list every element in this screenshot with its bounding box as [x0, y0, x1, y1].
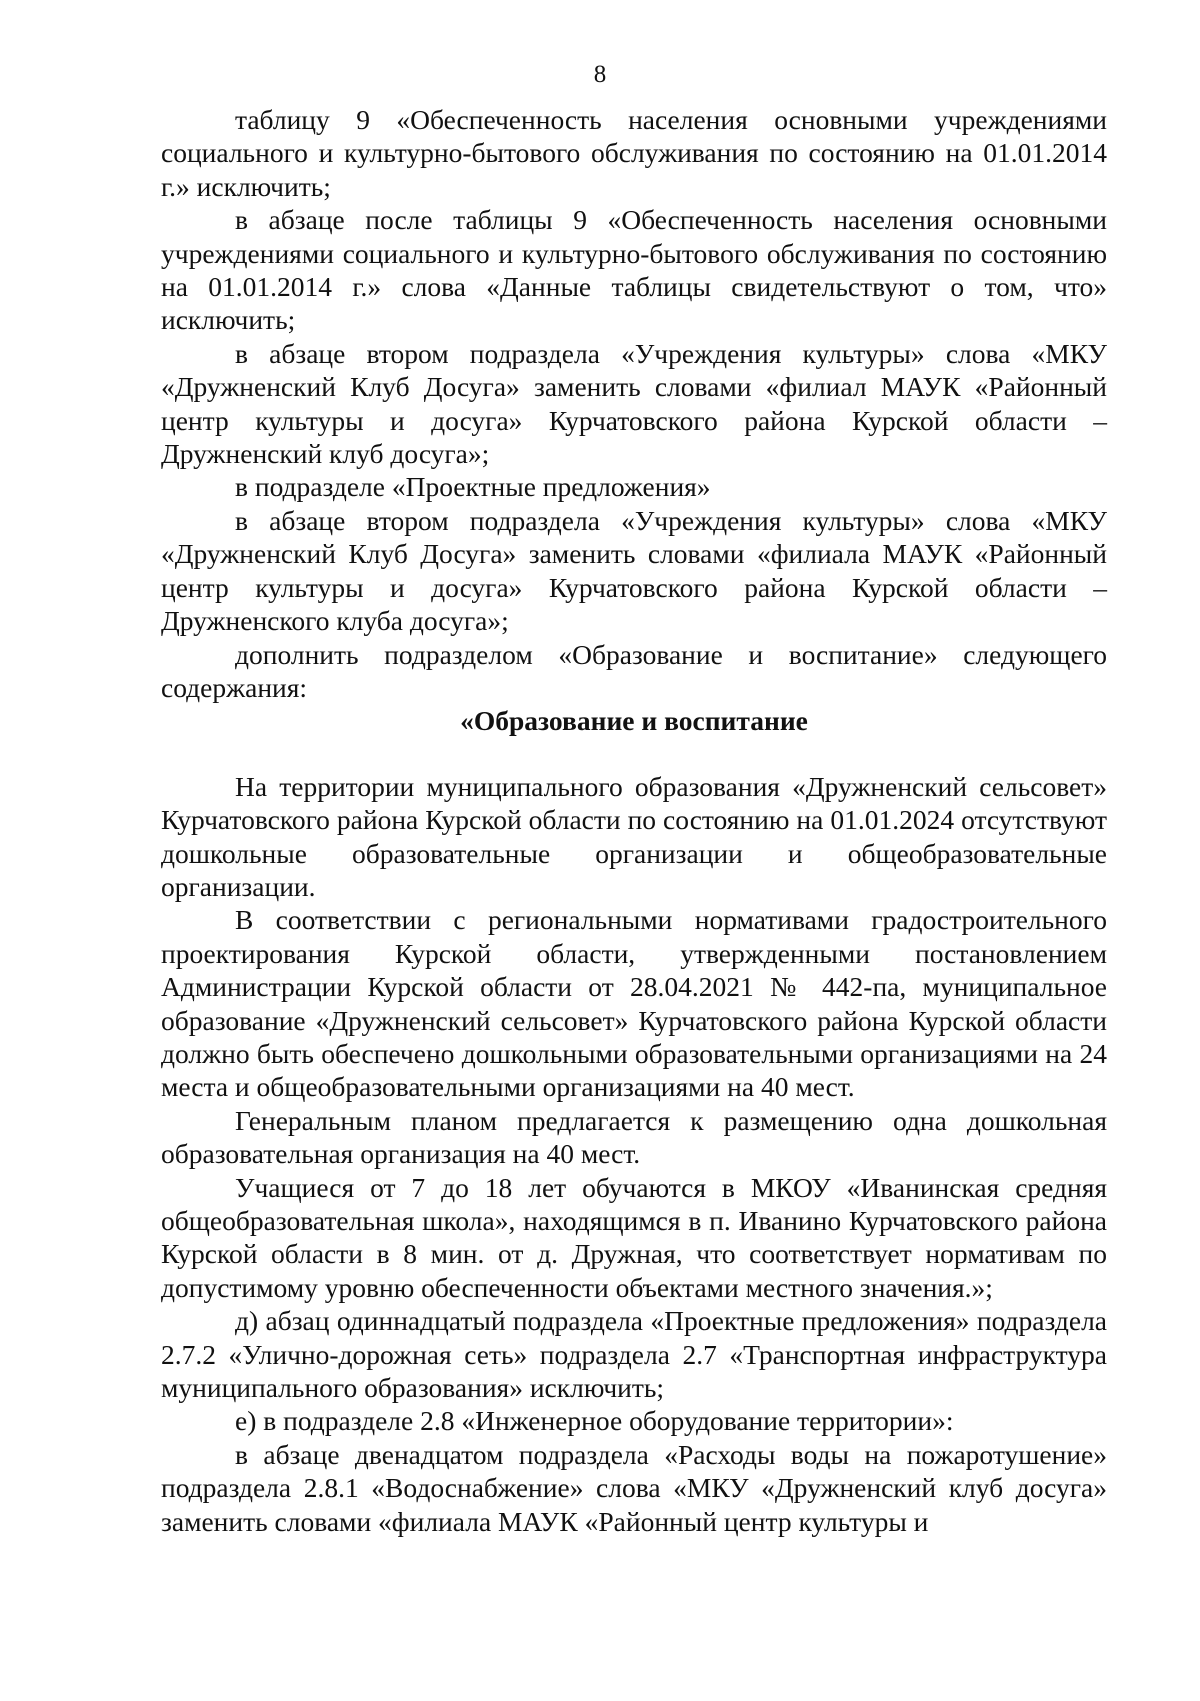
page-number: 8: [593, 61, 607, 88]
paragraph-item-e: е) в подразделе 2.8 «Инженерное оборудование территории»:: [235, 1405, 954, 1437]
paragraph-general-plan: Генеральным планом предлагается к размещению одна дошкольная образовательная организация на 40 мест.: [161, 1104, 1107, 1170]
paragraph-fire-water: в абзаце двенадцатом подраздела «Расходы воды на пожаротушение» подраздела 2.8.1 «Водоснабжение» слова «МКУ «Дружненский клуб досуга» заменить словами «филиала МАУК «Районный центр культуры и: [161, 1438, 1107, 1537]
paragraph-culture-institutions-proposals: в абзаце втором подраздела «Учреждения культуры» слова «МКУ «Дружненский Клуб Досуга» заменить словами «филиала МАУК «Районный центр культуры и досуга» Курчатовского района Курской области – Дружненского клуба досуга»;: [161, 504, 1107, 637]
paragraph-table-9-exclusion: таблицу 9 «Обеспеченность населения основными учреждениями социального и культурно-бытового обслуживания по состоянию на 01.01.2014 г.» исключить;: [161, 104, 1107, 202]
paragraph-culture-institutions: в абзаце втором подраздела «Учреждения культуры» слова «МКУ «Дружненский Клуб Досуга» заменить словами «филиал МАУК «Районный центр культуры и досуга» Курчатовского района Курской области – Дружненский клуб досуга»;: [161, 337, 1107, 470]
paragraph-item-d: д) абзац одиннадцатый подраздела «Проектные предложения» подраздела 2.7.2 «Улично-дорожная сеть» подраздела 2.7 «Транспортная инфраструктура муниципального образования» исключить;: [161, 1305, 1107, 1404]
paragraph-project-proposals-intro: в подразделе «Проектные предложения»: [235, 471, 711, 503]
paragraph-education-absence: На территории муниципального образования «Дружненский сельсовет» Курчатовского района Курской области по состоянию на 01.01.2024 отсутствуют дошкольные образовательные организации и общеобразовательные организации.: [161, 770, 1107, 902]
paragraph-after-table-9: в абзаце после таблицы 9 «Обеспеченность населения основными учреждениями социального и культурно-бытового обслуживания по состоянию на 01.01.2014 г.» слова «Данные таблицы свидетельствуют о том, что» исключить;: [161, 204, 1107, 336]
paragraph-regional-norms: В соответствии с региональными нормативами градостроительного проектирования Курской области, утвержденными постановлением Администрации Курской области от 28.04.2021 № 442-па, муниципальное образование «Дружненский сельсовет» Курчатовского района Курской области должно быть обеспечено дошкольными образовательными организациями на 24 места и общеобразовательными организациями на 40 мест.: [161, 904, 1107, 1103]
document-body: [161, 103, 1107, 1538]
section-heading-education: «Образование и воспитание: [460, 705, 808, 737]
paragraph-add-education-subsection: дополнить подразделом «Образование и воспитание» следующего содержания:: [161, 638, 1107, 703]
paragraph-students-school: Учащиеся от 7 до 18 лет обучаются в МКОУ «Иванинская средняя общеобразовательная школа», находящимся в п. Иванино Курчатовского района Курской области в 8 мин. от д. Дружная, что соответствует нормативам по допустимому уровню обеспеченности объектами местного значения.»;: [161, 1171, 1107, 1303]
